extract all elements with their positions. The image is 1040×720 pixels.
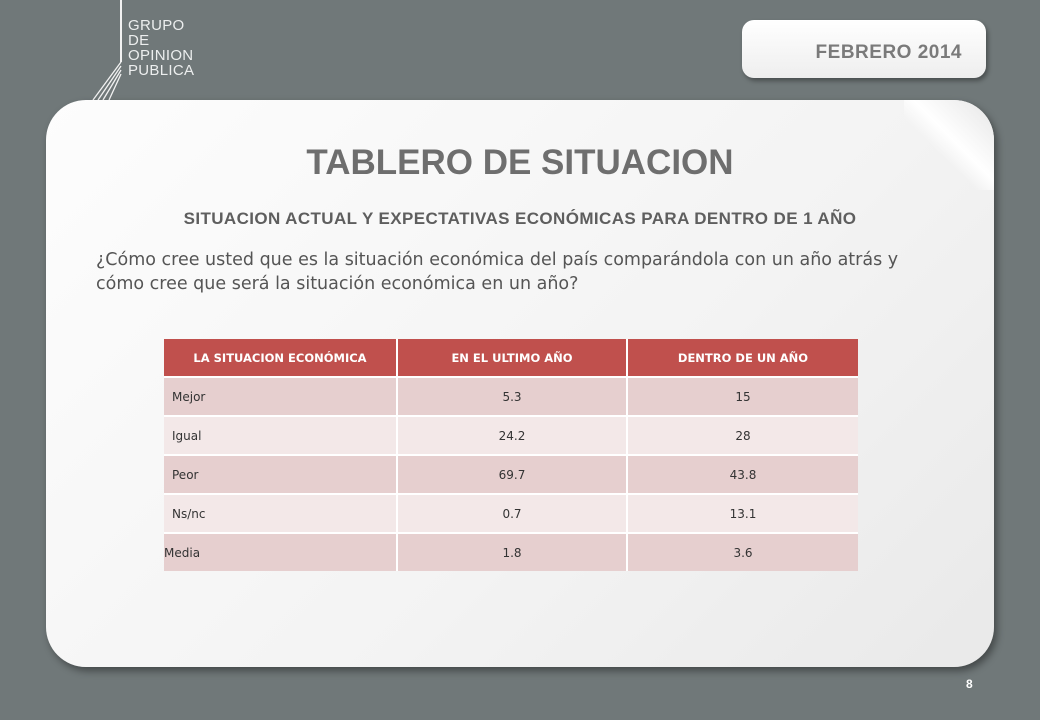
- header-last-year: EN EL ULTIMO AÑO: [397, 339, 627, 377]
- row-label: Media: [164, 533, 397, 571]
- grupo-opinion-publica-logo: [90, 0, 210, 110]
- survey-question: ¿Cómo cree usted que es la situación económica del país comparándola con un año atrás y cómo cree que será la situación económica en un año?: [96, 250, 899, 294]
- logo-line: GRUPO: [128, 17, 185, 34]
- date-label: FEBRERO 2014: [815, 42, 962, 63]
- next-year-value: 43.8: [627, 455, 858, 494]
- date-tab: [742, 20, 986, 78]
- row-label: Ns/nc: [164, 494, 397, 533]
- table-header-row: [164, 339, 858, 377]
- logo-lines-icon: [90, 0, 130, 110]
- logo-line: OPINION: [128, 47, 194, 64]
- header-next-year: DENTRO DE UN AÑO: [627, 339, 858, 377]
- table-row: [164, 494, 858, 533]
- page-subtitle: SITUACION ACTUAL Y EXPECTATIVAS ECONÓMICAS PARA DENTRO DE 1 AÑO: [183, 209, 857, 228]
- logo-text: [128, 18, 194, 78]
- last-year-value: 5.3: [397, 377, 627, 416]
- table-row: [164, 377, 858, 416]
- row-label: Peor: [164, 455, 397, 494]
- last-year-value: 69.7: [397, 455, 627, 494]
- logo-line: DE: [128, 32, 150, 49]
- last-year-value: 0.7: [397, 494, 627, 533]
- last-year-value: 24.2: [397, 416, 627, 455]
- results-table: [164, 339, 858, 571]
- next-year-value: 3.6: [627, 533, 858, 571]
- header-situation: LA SITUACION ECONÓMICA: [164, 339, 397, 377]
- row-label: Mejor: [164, 377, 397, 416]
- logo-line: PUBLICA: [128, 62, 195, 79]
- last-year-value: 1.8: [397, 533, 627, 571]
- page-number: 8: [966, 677, 973, 691]
- table-row: [164, 416, 858, 455]
- next-year-value: 28: [627, 416, 858, 455]
- next-year-value: 15: [627, 377, 858, 416]
- row-label: Igual: [164, 416, 397, 455]
- next-year-value: 13.1: [627, 494, 858, 533]
- table-row: [164, 455, 858, 494]
- table-row: [164, 533, 858, 571]
- page-title: TABLERO DE SITUACION: [306, 143, 734, 182]
